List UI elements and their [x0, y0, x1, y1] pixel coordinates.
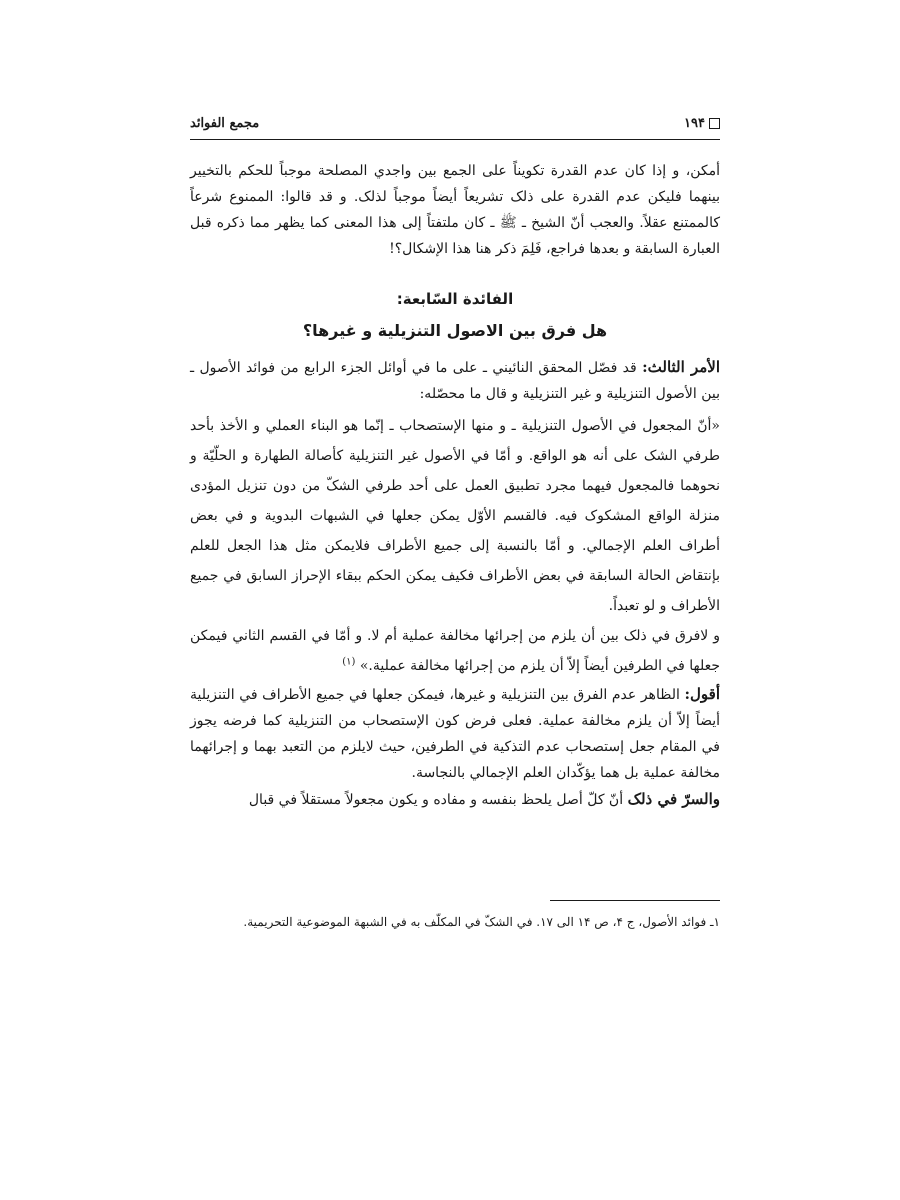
book-title: مجمع الفوائد	[190, 116, 260, 131]
document-page	[190, 112, 720, 1112]
intro-paragraph: أمكن، و إذا كان عدم القدرة تكويناً على الجمع بين واجدي المصلحة موجباً للحكم بالتخيير بينهما فليكن عدم القدرة على ذلک تشريعاً أيضاً موجباً لذلک. و قد قالوا: الممنوع شرعاً كالممتنع عقلاً. والعجب أنّ الشيخ ـ ﷺ ـ كان ملتفتاً إلى هذا المعنى كما يظهر مما ذكره قبل العبارة السابقة و بعدها فراجع، فَلِمَ ذكر هنا هذا الإشكال؟!	[190, 163, 720, 257]
secret-paragraph	[190, 786, 720, 813]
square-icon	[709, 118, 720, 129]
quote-paragraph-2-text: و لافرق في ذلک بين أن يلزم من إجرائها مخالفة عملية أم لا. و أمّا في القسم الثاني فيمكن جعلها في الطرفين أيضاً إلاّ أن يلزم من إجرائها مخالفة عملية.»	[190, 628, 720, 674]
reply-label: أقول:	[684, 685, 721, 703]
quote-paragraph-2	[190, 621, 720, 681]
section-subheading: هل فرق بين الاصول التنزيلية و غيرها؟	[302, 321, 608, 340]
footnote-reference[interactable]: (۱)	[342, 656, 356, 668]
page-number: ۱۹۴	[684, 116, 705, 131]
secret-label: والسرّ في ذلک	[627, 790, 720, 808]
body-text	[190, 158, 720, 813]
quote-paragraph-1: «أنّ المجعول في الأصول التنزيلية ـ و منها الإستصحاب ـ إنّما هو البناء العملي و الأخذ بأحد طرفي الشک على أنه هو الواقع. و أمّا في الأصول غير التنزيلية كأصالة الطهارة و الحلّيّة و نحوهما فالمجعول فيهما مجرد تطبيق العمل على أحد طرفي الشکّ من دون تنزيل المؤدى منزلة الواقع المشكوک فيه. فالقسم الأوّل يمكن جعلها في الشبهات البدوية و في بعض أطراف العلم الإجمالي. و أمّا بالنسبة إلى جميع الأطراف فلايمكن مثل هذا الجعل للعلم بإنتقاض الحالة السابقة في بعض الأطراف فكيف يمكن الحكم ببقاء الإحراز السابق في جميع الأطراف و لو تعبداً.	[190, 418, 720, 614]
page-number-group	[684, 116, 720, 131]
third-matter-label: الأمر الثالث:	[642, 358, 720, 376]
footnote-divider	[550, 900, 720, 901]
quotation-block	[190, 411, 720, 681]
section-heading: الفائدة السّابعة:	[396, 290, 514, 308]
running-header	[190, 112, 720, 136]
third-matter-text: قد فصّل المحقق النائيني ـ على ما في أوائل الجزء الرابع من فوائد الأصول ـ بين الأصول التنزيلية و غير التنزيلية و قال ما محصّله:	[190, 360, 720, 402]
footnote: ١ـ فوائد الأصول، ج ۴، ص ۱۴ الى ۱۷. في الشکّ في المكلّف به في الشبهة الموضوعية التحريمية.	[243, 915, 720, 929]
third-matter-paragraph	[190, 354, 720, 407]
header-divider	[190, 139, 720, 140]
reply-text: الظاهر عدم الفرق بين التنزيلية و غيرها، فيمكن جعلها في جميع الأطراف في التنزيلية أيضاً إلاّ أن يلزم مخالفة عملية. فعلى فرض كون الإستصحاب من التنزيلية كما فرضه يجوز في المقام جعل إستصحاب عدم التذكية في الطرفين، حيث لايلزم من التعبد بهما و إجرائهما مخالفة عملية بل هما يؤكّدان العلم الإجمالي بالنجاسة.	[190, 687, 720, 781]
secret-text: أنّ كلّ أصل يلحظ بنفسه و مفاده و يكون مجعولاً مستقلاً في قبال	[248, 792, 624, 808]
reply-paragraph	[190, 681, 720, 786]
